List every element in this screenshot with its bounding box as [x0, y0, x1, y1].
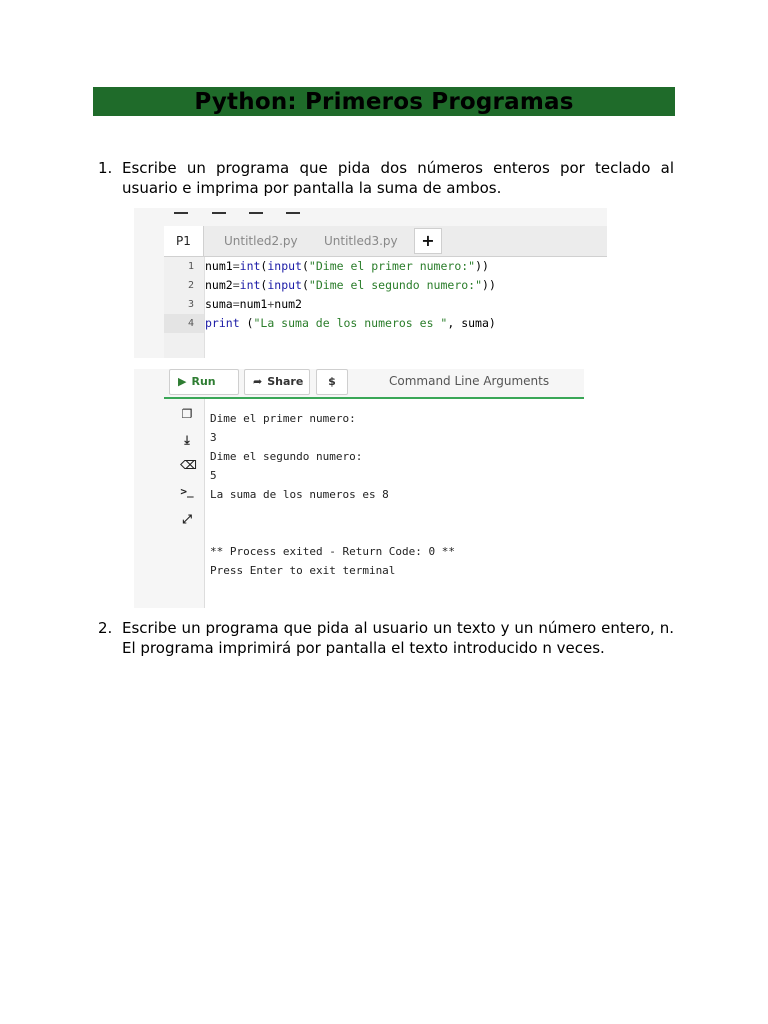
code-token: = [232, 297, 240, 311]
code-token: )) [475, 259, 489, 273]
eraser-icon[interactable]: ⌫ [180, 458, 197, 472]
share-button[interactable] [244, 369, 310, 395]
code-token: input [267, 278, 302, 292]
line-number-current: 4 [164, 314, 204, 333]
code-token: + [267, 297, 275, 311]
stdin-button[interactable]: $ [316, 369, 348, 395]
question-number: 1. [98, 159, 113, 177]
editor-toolbar-fragment [164, 208, 314, 218]
code-line [205, 295, 302, 314]
code-token: "Dime el primer numero:" [308, 259, 476, 273]
page-title: Python: Primeros Programas [194, 88, 574, 115]
line-number-gutter [164, 257, 205, 358]
code-token: "Dime el segundo numero:" [308, 278, 483, 292]
code-token: num2 [274, 297, 302, 311]
code-line [205, 257, 489, 276]
terminal-line: 3 [210, 431, 217, 444]
terminal-line: 5 [210, 469, 217, 482]
question-text: Escribe un programa que pida dos números enteros por teclado al usuario e imprima por pantalla la suma de ambos. [122, 159, 674, 197]
expand-icon[interactable]: ⤢ [182, 512, 192, 526]
code-line [205, 314, 496, 333]
console-screenshot [134, 369, 584, 608]
code-token: num2 [205, 278, 233, 292]
share-icon: ➦ [253, 375, 263, 388]
code-token: )) [482, 278, 496, 292]
play-icon: ▶ [178, 375, 187, 388]
code-area[interactable] [205, 257, 607, 358]
terminal-icon[interactable]: >_ [180, 485, 194, 498]
editor-screenshot [134, 208, 607, 358]
tab-untitled2[interactable]: Untitled2.py [224, 234, 298, 248]
code-token: ( [260, 259, 268, 273]
line-number: 2 [187, 280, 194, 291]
console-side-toolbar [168, 399, 205, 608]
share-label: Share [267, 375, 304, 388]
add-tab-button[interactable]: + [414, 228, 442, 254]
code-token: int [239, 278, 261, 292]
line-number: 3 [187, 299, 194, 310]
command-line-arguments-input[interactable]: Command Line Arguments [389, 374, 550, 388]
code-token: = [232, 259, 240, 273]
code-token: num1 [205, 259, 233, 273]
download-icon[interactable]: ⤓ [184, 433, 190, 447]
question-number: 2. [98, 619, 113, 637]
terminal-output[interactable] [205, 399, 584, 608]
code-token: print [205, 316, 240, 330]
run-label: Run [191, 375, 216, 388]
code-token: input [267, 259, 302, 273]
terminal-line: ** Process exited - Return Code: 0 ** [210, 545, 456, 558]
code-token: "La suma de los numeros es " [253, 316, 448, 330]
editor-tabbar [164, 226, 607, 257]
code-token: ( [239, 316, 254, 330]
console-toolbar [164, 369, 584, 399]
title-bar [93, 87, 675, 116]
code-token: suma [205, 297, 233, 311]
code-token: ( [260, 278, 268, 292]
code-token: int [239, 259, 261, 273]
question-text: Escribe un programa que pida al usuario un texto y un número entero, n. El programa imprimirá por pantalla el texto introducido n veces. [122, 619, 674, 657]
line-number: 1 [187, 261, 194, 272]
copy-icon[interactable]: ❐ [181, 407, 193, 421]
question-1 [98, 158, 674, 198]
code-token: , suma) [447, 316, 496, 330]
code-token: ( [301, 278, 309, 292]
tab-untitled3[interactable]: Untitled3.py [324, 234, 398, 248]
terminal-line: La suma de los numeros es 8 [210, 488, 389, 501]
tab-p1[interactable]: P1 [164, 226, 204, 256]
code-line [205, 276, 496, 295]
run-button[interactable] [169, 369, 239, 395]
terminal-line: Dime el segundo numero: [210, 450, 363, 463]
code-token: num1 [239, 297, 268, 311]
terminal-line: Dime el primer numero: [210, 412, 356, 425]
code-token: ( [301, 259, 309, 273]
question-2 [98, 618, 674, 658]
code-token: = [232, 278, 240, 292]
terminal-line: Press Enter to exit terminal [210, 564, 396, 577]
